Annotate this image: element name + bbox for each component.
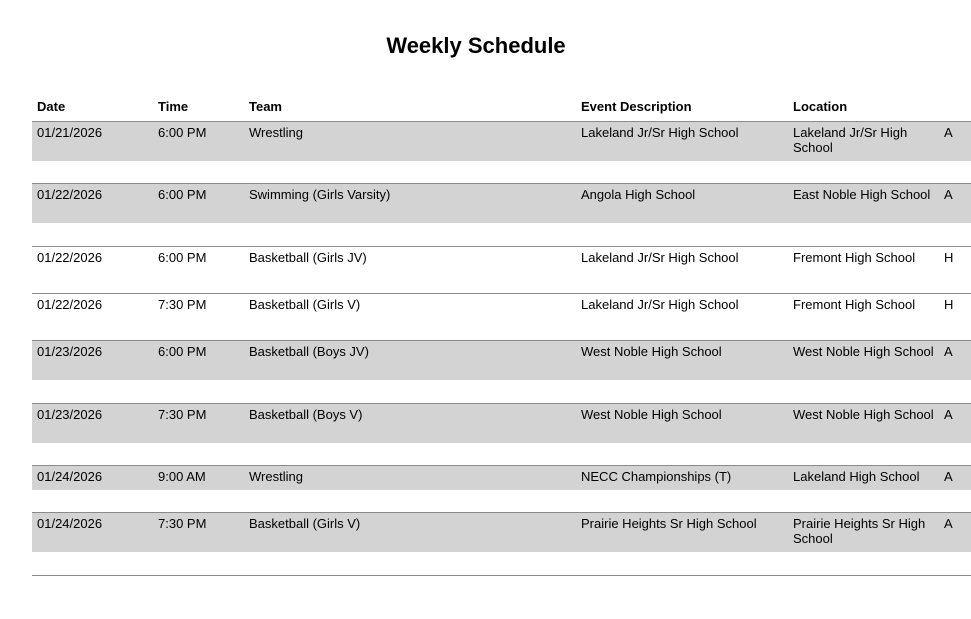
event-description: West Noble High School xyxy=(581,344,722,359)
table-row xyxy=(32,513,971,552)
event-date: 01/24/2026 xyxy=(37,469,103,484)
event-location: East Noble High School xyxy=(793,187,931,202)
event-time: 7:30 PM xyxy=(158,407,207,422)
event-home-away: A xyxy=(944,344,953,359)
event-description: Lakeland Jr/Sr High School xyxy=(581,250,739,265)
event-team: Swimming (Girls Varsity) xyxy=(249,187,391,202)
event-team: Basketball (Girls V) xyxy=(249,297,361,312)
table-row xyxy=(32,466,971,490)
event-time: 6:00 PM xyxy=(158,344,207,359)
header-team: Team xyxy=(249,99,282,114)
header-time: Time xyxy=(158,99,189,114)
event-description: NECC Championships (T) xyxy=(581,469,732,484)
event-location: West Noble High School xyxy=(793,344,934,359)
table-row xyxy=(32,341,971,380)
event-description: Lakeland Jr/Sr High School xyxy=(581,125,739,140)
row-divider xyxy=(32,271,971,294)
event-date: 01/21/2026 xyxy=(37,125,103,140)
header-event-description: Event Description xyxy=(581,99,692,114)
event-description: Angola High School xyxy=(581,187,696,202)
event-team: Basketball (Boys V) xyxy=(249,407,363,422)
event-team: Basketball (Girls JV) xyxy=(249,250,367,265)
event-time: 6:00 PM xyxy=(158,187,207,202)
event-team: Basketball (Girls V) xyxy=(249,516,361,531)
event-date: 01/24/2026 xyxy=(37,516,103,531)
table-header xyxy=(32,99,971,122)
table-row xyxy=(32,122,971,161)
event-date: 01/23/2026 xyxy=(37,407,103,422)
event-date: 01/22/2026 xyxy=(37,297,103,312)
event-home-away: A xyxy=(944,516,953,531)
event-location: Prairie Heights Sr High School xyxy=(793,516,926,546)
event-date: 01/22/2026 xyxy=(37,187,103,202)
event-home-away: A xyxy=(944,125,953,140)
event-team: Wrestling xyxy=(249,469,303,484)
row-divider xyxy=(32,552,971,576)
table-row xyxy=(32,294,971,318)
row-divider xyxy=(32,443,971,466)
event-location: West Noble High School xyxy=(793,407,934,422)
row-divider xyxy=(32,380,971,404)
event-home-away: A xyxy=(944,407,953,422)
row-divider xyxy=(32,223,971,247)
event-description: Lakeland Jr/Sr High School xyxy=(581,297,739,312)
event-description: West Noble High School xyxy=(581,407,722,422)
event-home-away: H xyxy=(944,250,954,265)
event-time: 6:00 PM xyxy=(158,250,207,265)
header-date: Date xyxy=(37,99,66,114)
event-home-away: A xyxy=(944,187,953,202)
row-divider xyxy=(32,161,971,184)
event-home-away: A xyxy=(944,469,953,484)
event-location: Fremont High School xyxy=(793,250,916,265)
event-description: Prairie Heights Sr High School xyxy=(581,516,757,531)
table-row xyxy=(32,404,971,443)
row-divider xyxy=(32,318,971,341)
event-location: Fremont High School xyxy=(793,297,916,312)
event-home-away: H xyxy=(944,297,954,312)
event-location: Lakeland Jr/Sr High School xyxy=(793,125,908,155)
header-location: Location xyxy=(793,99,848,114)
event-date: 01/23/2026 xyxy=(37,344,103,359)
event-time: 7:30 PM xyxy=(158,297,207,312)
event-time: 9:00 AM xyxy=(158,469,206,484)
event-team: Wrestling xyxy=(249,125,303,140)
event-team: Basketball (Boys JV) xyxy=(249,344,369,359)
event-location: Lakeland High School xyxy=(793,469,920,484)
row-divider xyxy=(32,490,971,513)
page-title: Weekly Schedule xyxy=(386,33,566,58)
schedule-table xyxy=(32,122,971,576)
event-time: 6:00 PM xyxy=(158,125,207,140)
event-time: 7:30 PM xyxy=(158,516,207,531)
table-row xyxy=(32,247,971,271)
table-row xyxy=(32,184,971,223)
event-date: 01/22/2026 xyxy=(37,250,103,265)
